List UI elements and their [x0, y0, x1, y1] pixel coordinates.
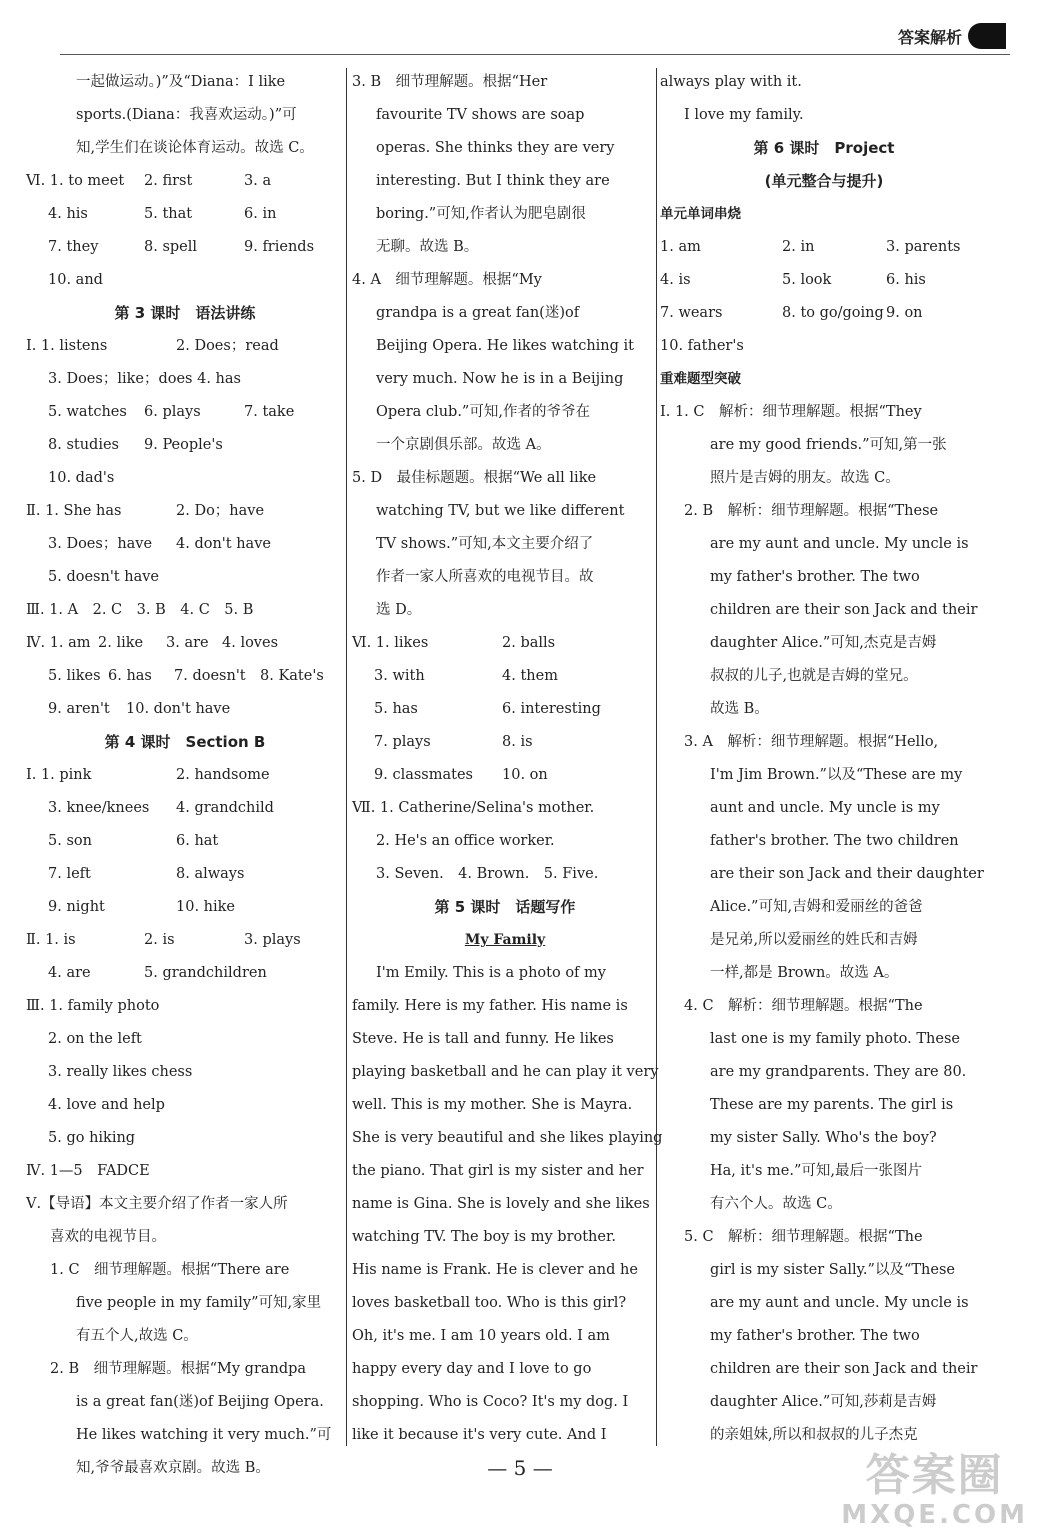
answer-line: I'm Emily. This is a photo of my: [376, 965, 606, 981]
answer-item: 4. loves: [222, 635, 279, 651]
answer-line: 喜欢的电视节目。: [50, 1229, 166, 1245]
answer-item: 2. is: [144, 932, 175, 948]
answer-line: [26, 1089, 344, 1122]
answer-item: 3. with: [374, 668, 425, 684]
answer-line: Ⅶ. 1. Catherine/Selina's mother.: [352, 800, 595, 816]
answer-line: [26, 528, 344, 561]
answer-item: 2. on the left: [48, 1031, 142, 1047]
answer-item: Ⅰ. 1. pink: [26, 767, 92, 783]
answer-line: 有六个人。故选 C。: [710, 1196, 842, 1212]
answer-line: 2. He's an office worker.: [376, 833, 555, 849]
answer-line: are my aunt and uncle. My uncle is: [710, 1295, 969, 1311]
answer-line: boring.”可知,作者认为肥皂剧很: [376, 206, 586, 222]
answer-item: 5. look: [782, 272, 832, 288]
answer-item: Ⅳ. 1. am: [26, 635, 91, 651]
answer-item: 4. is: [660, 272, 691, 288]
answer-line: 故选 B。: [710, 701, 769, 717]
answer-line: Ⅴ.【导语】本文主要介绍了作者一家人所: [26, 1196, 288, 1212]
answer-line: is a great fan(迷)of Beijing Opera.: [76, 1394, 324, 1410]
page-number: — 5 —: [487, 1456, 553, 1480]
answer-line: [26, 891, 344, 924]
answer-line: [352, 759, 658, 792]
answer-item: 8. Kate's: [260, 668, 324, 684]
answer-item: 4. don't have: [176, 536, 271, 552]
answer-line: [26, 462, 344, 495]
answer-line: Ha, it's me.”可知,最后一张图片: [710, 1163, 922, 1179]
answer-item: 2. balls: [502, 635, 556, 651]
answer-line: name is Gina. She is lovely and she likes: [352, 1196, 650, 1212]
watermark-text: 答案圈: [865, 1450, 1004, 1501]
answer-line: [352, 627, 658, 660]
answer-line: [26, 1023, 344, 1056]
answer-item: 5. that: [144, 206, 193, 222]
answer-line: TV shows.”可知,本文主要介绍了: [376, 536, 594, 552]
answer-item: 7. doesn't: [174, 668, 246, 684]
answer-item: Ⅲ. 1. family photo: [26, 998, 160, 1014]
answer-line: loves basketball too. Who is this girl?: [352, 1295, 627, 1311]
answer-column-1: [26, 66, 344, 1485]
answer-line: Opera club.”可知,作者的爷爷在: [376, 404, 590, 420]
answer-line: [352, 693, 658, 726]
answer-line: watching TV. The boy is my brother.: [352, 1229, 616, 1245]
answer-line: [26, 924, 344, 957]
answer-line: sports.(Diana：我喜欢运动。)”可: [76, 107, 297, 123]
header-rule: [60, 54, 1010, 55]
answer-item: 6. plays: [144, 404, 201, 420]
answer-item: 4. grandchild: [176, 800, 274, 816]
answer-item: 2. first: [144, 173, 193, 189]
answer-line: [26, 825, 344, 858]
answer-line: Ⅳ. 1—5 FADCE: [26, 1163, 150, 1179]
answer-line: Ⅲ. 1. A 2. C 3. B 4. C 5. B: [26, 602, 254, 618]
answer-line: are my grandparents. They are 80.: [710, 1064, 967, 1080]
answer-line: I'm Jim Brown.”以及“These are my: [710, 767, 963, 783]
answer-line: 5. D 最佳标题题。根据“We all like: [352, 470, 597, 486]
answer-line: Steve. He is tall and funny. He likes: [352, 1031, 614, 1047]
answer-line: playing basketball and he can play it very: [352, 1064, 659, 1080]
watermark-url: MXQE.COM: [841, 1500, 1028, 1530]
answer-line: [26, 363, 344, 396]
answer-line: my father's brother. The two: [710, 569, 920, 585]
answer-line: happy every day and I love to go: [352, 1361, 592, 1377]
answer-line: I love my family.: [684, 107, 804, 123]
answer-item: 6. interesting: [502, 701, 601, 717]
answer-line: 4. A 细节理解题。根据“My: [352, 272, 542, 288]
page-header: [898, 22, 1006, 50]
column-divider: [346, 68, 347, 1446]
answer-item: 2. Does；read: [176, 338, 279, 354]
answer-line: [26, 1122, 344, 1155]
answer-line: 无聊。故选 B。: [376, 239, 479, 255]
answer-line: daughter Alice.”可知,杰克是吉姆: [710, 635, 937, 651]
answer-line: [26, 759, 344, 792]
answer-line: 知,学生们在谈论体育运动。故选 C。: [76, 140, 314, 156]
section-heading: (单元整合与提升): [764, 172, 884, 190]
answer-item: 3. are: [166, 635, 209, 651]
section-heading: 重难题型突破: [660, 371, 741, 387]
answer-line: 是兄弟,所以爱丽丝的姓氏和吉姆: [710, 932, 918, 948]
header-title: 答案解析: [897, 27, 962, 47]
answer-item: 9. night: [48, 899, 105, 915]
answer-item: 3. parents: [886, 239, 961, 255]
answer-item: Ⅵ. 1. to meet: [26, 173, 125, 189]
answer-item: 3. plays: [244, 932, 301, 948]
answer-item: 8. always: [176, 866, 245, 882]
answer-line: are their son Jack and their daughter: [710, 866, 984, 882]
answer-item: 3. Does；have: [48, 536, 153, 552]
answer-item: 8. is: [502, 734, 533, 750]
answer-line: always play with it.: [660, 74, 802, 90]
answer-line: [352, 660, 658, 693]
answer-item: 10. dad's: [48, 470, 115, 486]
answer-line: very much. Now he is in a Beijing: [376, 371, 624, 387]
answer-item: 1. am: [660, 239, 701, 255]
answer-line: 一个京剧俱乐部。故选 A。: [376, 437, 551, 453]
answer-line: Ⅰ. 1. C 解析：细节理解题。根据“They: [660, 404, 922, 420]
answer-line: [26, 627, 344, 660]
answer-line: [26, 165, 344, 198]
answer-item: 4. them: [502, 668, 558, 684]
answer-line: [26, 264, 344, 297]
answer-line: [26, 660, 344, 693]
answer-item: 2. in: [782, 239, 815, 255]
answer-item: 9. aren't: [48, 701, 110, 717]
answer-item: 8. studies: [48, 437, 119, 453]
answer-line: 有五个人,故选 C。: [76, 1328, 198, 1344]
answer-line: [26, 429, 344, 462]
answer-column-3: [660, 66, 988, 1452]
answer-item: 10. hike: [176, 899, 236, 915]
answer-line: [660, 231, 988, 264]
answer-item: 7. plays: [374, 734, 431, 750]
answer-line: She is very beautiful and she likes playing: [352, 1130, 663, 1146]
answer-line: children are their son Jack and their: [710, 1361, 978, 1377]
answer-line: girl is my sister Sally.”以及“These: [710, 1262, 955, 1278]
answer-line: aunt and uncle. My uncle is my: [710, 800, 940, 816]
answer-item: 10. father's: [660, 338, 744, 354]
answer-line: 2. B 细节理解题。根据“My grandpa: [50, 1361, 307, 1377]
answer-item: 5. has: [374, 701, 418, 717]
answer-line: interesting. But I think they are: [376, 173, 610, 189]
answer-item: 4. love and help: [48, 1097, 165, 1113]
answer-line: Oh, it's me. I am 10 years old. I am: [352, 1328, 610, 1344]
answer-item: 2. handsome: [176, 767, 270, 783]
answer-line: [660, 264, 988, 297]
answer-item: Ⅱ. 1. is: [26, 932, 76, 948]
answer-line: [26, 1056, 344, 1089]
answer-item: 9. friends: [244, 239, 315, 255]
answer-item: 6. hat: [176, 833, 219, 849]
answer-line: [26, 495, 344, 528]
section-heading: 第 4 课时 Section B: [104, 733, 266, 751]
answer-column-2: [352, 66, 663, 1452]
answer-line: Beijing Opera. He likes watching it: [376, 338, 634, 354]
answer-line: [26, 957, 344, 990]
answer-line: 选 D。: [376, 602, 422, 618]
answer-line: [660, 297, 988, 330]
answer-line: 的亲姐妹,所以和叔叔的儿子杰克: [710, 1427, 918, 1443]
answer-line: the piano. That girl is my sister and her: [352, 1163, 644, 1179]
answer-line: These are my parents. The girl is: [710, 1097, 954, 1113]
answer-line: Alice.”可知,吉姆和爱丽丝的爸爸: [710, 899, 923, 915]
answer-line: [26, 330, 344, 363]
answer-item: 8. spell: [144, 239, 198, 255]
header-tab-decoration: [968, 23, 1006, 49]
answer-line: [26, 231, 344, 264]
answer-item: 3. Does；like；does 4. has: [48, 371, 241, 387]
answer-item: 7. take: [244, 404, 295, 420]
answer-line: my sister Sally. Who's the boy?: [710, 1130, 937, 1146]
essay-title: My Family: [464, 932, 546, 948]
answer-item: 5. go hiking: [48, 1130, 136, 1146]
section-heading: 第 6 课时 Project: [753, 139, 895, 157]
answer-line: [26, 792, 344, 825]
answer-line: like it because it's very cute. And I: [352, 1427, 607, 1443]
answer-item: 3. a: [244, 173, 272, 189]
answer-line: 4. C 解析：细节理解题。根据“The: [684, 998, 923, 1014]
answer-item: 10. on: [502, 767, 548, 783]
answer-item: 6. in: [244, 206, 277, 222]
answer-item: 3. really likes chess: [48, 1064, 193, 1080]
answer-item: 10. don't have: [126, 701, 231, 717]
section-heading: 第 3 课时 语法讲练: [114, 304, 256, 322]
answer-item: Ⅰ. 1. listens: [26, 338, 108, 354]
section-heading: 第 5 课时 话题写作: [434, 898, 576, 916]
answer-item: 10. and: [48, 272, 103, 288]
answer-item: 9. classmates: [374, 767, 473, 783]
answer-item: 2. like: [98, 635, 144, 651]
answer-line: His name is Frank. He is clever and he: [352, 1262, 638, 1278]
answer-line: 叔叔的儿子,也就是吉姆的堂兄。: [710, 668, 918, 684]
answer-item: 6. his: [886, 272, 926, 288]
answer-item: 2. Do；have: [176, 503, 265, 519]
answer-line: children are their son Jack and their: [710, 602, 978, 618]
answer-item: 4. his: [48, 206, 88, 222]
answer-line: watching TV, but we like different: [376, 503, 625, 519]
answer-line: [352, 726, 658, 759]
answer-line: 照片是吉姆的朋友。故选 C。: [710, 470, 900, 486]
answer-line: grandpa is a great fan(迷)of: [376, 305, 580, 321]
answer-item: 5. son: [48, 833, 92, 849]
answer-item: 5. doesn't have: [48, 569, 159, 585]
answer-line: my father's brother. The two: [710, 1328, 920, 1344]
answer-line: 知,爷爷最喜欢京剧。故选 B。: [76, 1460, 270, 1476]
answer-line: operas. She thinks they are very: [376, 140, 615, 156]
answer-item: Ⅱ. 1. She has: [26, 503, 122, 519]
answer-line: 3. A 解析：细节理解题。根据“Hello,: [684, 734, 939, 750]
answer-item: 5. likes: [48, 668, 101, 684]
answer-line: [660, 330, 988, 363]
answer-line: [26, 198, 344, 231]
answer-line: 一起做运动。)”及“Diana：I like: [76, 74, 286, 90]
answer-line: 1. C 细节理解题。根据“There are: [50, 1262, 290, 1278]
answer-line: well. This is my mother. She is Mayra.: [352, 1097, 633, 1113]
answer-line: [26, 990, 344, 1023]
answer-line: 3. B 细节理解题。根据“Her: [352, 74, 548, 90]
answer-line: He likes watching it very much.”可: [76, 1427, 332, 1443]
answer-item: 7. they: [48, 239, 99, 255]
answer-line: are my aunt and uncle. My uncle is: [710, 536, 969, 552]
answer-item: 6. has: [108, 668, 152, 684]
answer-item: 9. People's: [144, 437, 223, 453]
answer-item: 9. on: [886, 305, 923, 321]
answer-item: 5. grandchildren: [144, 965, 267, 981]
answer-line: family. Here is my father. His name is: [352, 998, 628, 1014]
answer-item: 4. are: [48, 965, 91, 981]
answer-item: 8. to go/going: [782, 305, 884, 321]
answer-line: 一样,都是 Brown。故选 A。: [710, 965, 899, 981]
answer-item: 7. left: [48, 866, 91, 882]
answer-line: are my good friends.”可知,第一张: [710, 437, 947, 453]
answer-line: [26, 561, 344, 594]
answer-item: Ⅵ. 1. likes: [352, 635, 429, 651]
answer-line: 作者一家人所喜欢的电视节目。故: [376, 569, 594, 585]
answer-line: 2. B 解析：细节理解题。根据“These: [684, 503, 939, 519]
answer-line: [26, 858, 344, 891]
answer-line: [26, 396, 344, 429]
watermark-logo: [841, 1452, 1028, 1530]
answer-line: shopping. Who is Coco? It's my dog. I: [352, 1394, 629, 1410]
answer-line: father's brother. The two children: [710, 833, 959, 849]
section-heading: 单元单词串烧: [660, 206, 741, 222]
answer-line: five people in my family”可知,家里: [76, 1295, 322, 1311]
answer-line: daughter Alice.”可知,莎莉是吉姆: [710, 1394, 937, 1410]
answer-line: 5. C 解析：细节理解题。根据“The: [684, 1229, 923, 1245]
answer-line: 3. Seven. 4. Brown. 5. Five.: [376, 866, 599, 882]
answer-line: favourite TV shows are soap: [376, 107, 585, 123]
answer-item: 7. wears: [660, 305, 723, 321]
answer-item: 5. watches: [48, 404, 127, 420]
answer-line: [26, 693, 344, 726]
answer-line: last one is my family photo. These: [710, 1031, 960, 1047]
answer-item: 3. knee/knees: [48, 800, 150, 816]
